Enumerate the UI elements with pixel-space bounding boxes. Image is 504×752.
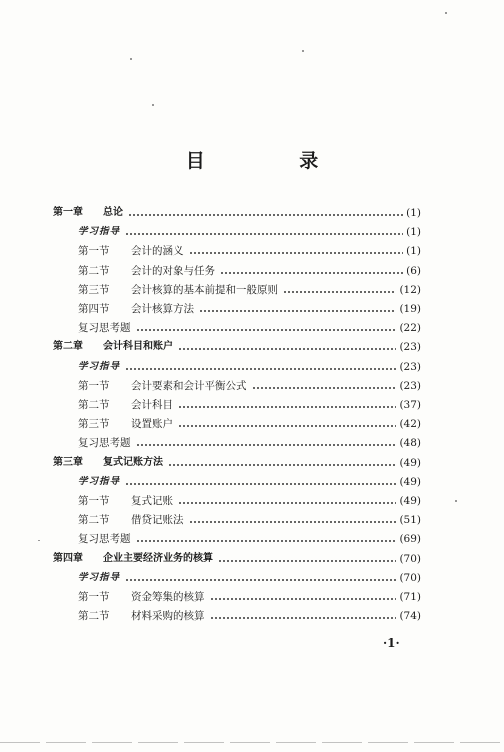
- scan-speck: [455, 500, 457, 502]
- toc-section-row: [78, 300, 421, 318]
- toc-entry-label: 会计核算方法: [131, 303, 194, 315]
- toc-entry-label: 学习指导: [78, 226, 121, 238]
- toc-page-reference: (37): [399, 399, 421, 411]
- scan-speck: [302, 50, 304, 52]
- dot-leader: [218, 560, 396, 562]
- toc-page-reference: (1): [406, 226, 421, 239]
- toc-section-row: [78, 377, 421, 395]
- scan-speck: [445, 12, 447, 14]
- toc-page-reference: (23): [399, 379, 421, 392]
- dot-leader: [136, 329, 397, 331]
- dot-leader: [210, 598, 397, 600]
- toc-entry-label: 复式记账方法: [103, 456, 163, 468]
- toc-section-row: [78, 607, 421, 625]
- toc-entry-label: 学习指导: [78, 571, 121, 583]
- toc-entry-number: 第三节: [78, 418, 110, 431]
- toc-review-row: [78, 530, 421, 548]
- toc-entry-label: 企业主要经济业务的核算: [103, 552, 213, 564]
- toc-chapter-row: [53, 550, 421, 568]
- toc-entry-number: 第二节: [78, 610, 110, 623]
- toc-section-row: [78, 281, 421, 299]
- toc-entry-label: 会计的涵义: [131, 245, 184, 258]
- toc-entry-label: 会计要素和会计平衡公式: [131, 379, 247, 392]
- toc-entry-label: 借贷记账法: [131, 514, 184, 527]
- dot-leader: [136, 540, 397, 542]
- dot-leader: [210, 617, 397, 619]
- scan-speck: [38, 540, 40, 541]
- toc-page-reference: (48): [399, 437, 421, 450]
- toc-page-reference: (6): [406, 264, 421, 277]
- toc-page-reference: (69): [399, 533, 421, 546]
- toc-section-row: [78, 588, 421, 606]
- toc-entry-label: 复习思考题: [78, 322, 131, 335]
- page-number: ·1·: [383, 636, 400, 650]
- page-title: 目 录: [185, 150, 363, 172]
- toc-review-row: [78, 319, 421, 337]
- dot-leader: [128, 214, 403, 216]
- toc-chapter-row: [53, 454, 421, 472]
- scan-edge-line: [0, 742, 504, 743]
- toc-page-reference: (49): [399, 456, 421, 469]
- toc-entry-number: 第四节: [78, 303, 110, 315]
- toc-entry-label: 资金筹集的核算: [131, 591, 205, 603]
- toc-entry-label: 复习思考题: [78, 533, 131, 546]
- toc-review-row: [78, 434, 421, 452]
- toc-entry-number: 第一节: [78, 495, 110, 507]
- toc-guide-row: [78, 358, 421, 376]
- dot-leader: [125, 233, 403, 235]
- toc-entry-label: 设置账户: [131, 418, 173, 431]
- dot-leader: [283, 291, 396, 293]
- dot-leader: [178, 348, 396, 350]
- dot-leader: [136, 444, 397, 446]
- toc-entry-number: 第三节: [78, 283, 110, 296]
- dot-leader: [178, 502, 396, 504]
- toc-page-reference: (42): [399, 418, 421, 431]
- toc-section-row: [78, 242, 421, 260]
- toc-page-reference: (49): [399, 495, 421, 507]
- toc-entry-label: 学习指导: [78, 475, 121, 487]
- toc-guide-row: [78, 569, 421, 587]
- dot-leader: [125, 483, 396, 485]
- toc-entry-number: 第一章: [53, 207, 83, 218]
- toc-entry-label: 学习指导: [78, 360, 121, 372]
- dot-leader: [252, 387, 397, 389]
- dot-leader: [189, 521, 397, 523]
- toc-section-row: [78, 511, 421, 529]
- dot-leader: [178, 406, 396, 408]
- toc-entry-number: 第四章: [53, 552, 83, 564]
- dot-leader: [189, 252, 404, 254]
- dot-leader: [125, 368, 396, 370]
- toc-page-reference: (49): [399, 475, 421, 488]
- toc-section-row: [78, 415, 421, 433]
- toc-section-row: [78, 492, 421, 510]
- toc-page-reference: (51): [399, 514, 421, 527]
- toc-entry-number: 第二节: [78, 264, 110, 277]
- toc-entry-number: 第一节: [78, 591, 110, 603]
- toc-entry-number: 第二节: [78, 399, 110, 411]
- toc-page-reference: (1): [406, 245, 421, 258]
- dot-leader: [220, 272, 403, 274]
- toc-entry-label: 会计核算的基本前提和一般原则: [131, 283, 278, 296]
- toc-page-reference: (23): [399, 360, 421, 373]
- toc-page-reference: (70): [399, 571, 421, 584]
- toc-chapter-row: [53, 338, 421, 356]
- toc-page-reference: (1): [406, 207, 421, 219]
- toc-entry-label: 材料采购的核算: [131, 610, 205, 623]
- toc-guide-row: [78, 223, 421, 241]
- toc-entry-number: 第一节: [78, 245, 110, 258]
- toc-page-reference: (12): [399, 283, 421, 296]
- toc-entry-number: 第三章: [53, 456, 83, 468]
- toc-entry-number: 第一节: [78, 379, 110, 392]
- dot-leader: [199, 310, 396, 312]
- dot-leader: [125, 579, 396, 581]
- toc-entry-label: 会计的对象与任务: [131, 264, 215, 277]
- toc-page-reference: (19): [399, 303, 421, 315]
- toc-section-row: [78, 396, 421, 414]
- toc-section-row: [78, 262, 421, 280]
- toc-entry-label: 复式记账: [131, 495, 173, 507]
- toc-chapter-row: [53, 204, 421, 222]
- toc-page-reference: (70): [399, 552, 421, 565]
- toc-entry-number: 第二章: [53, 341, 83, 353]
- toc-page-reference: (23): [399, 341, 421, 354]
- toc-entry-label: 会计科目和账户: [103, 341, 173, 353]
- toc-page-reference: (71): [399, 591, 421, 603]
- toc-entry-label: 复习思考题: [78, 437, 131, 450]
- toc-page-reference: (74): [399, 610, 421, 623]
- toc-entry-label: 总论: [103, 207, 123, 218]
- toc-entry-label: 会计科目: [131, 399, 173, 411]
- toc-entry-number: 第二节: [78, 514, 110, 527]
- scan-speck: [130, 58, 132, 60]
- scan-speck: [152, 104, 154, 106]
- dot-leader: [178, 425, 396, 427]
- toc-page-reference: (22): [399, 322, 421, 335]
- toc-guide-row: [78, 473, 421, 491]
- dot-leader: [168, 464, 396, 466]
